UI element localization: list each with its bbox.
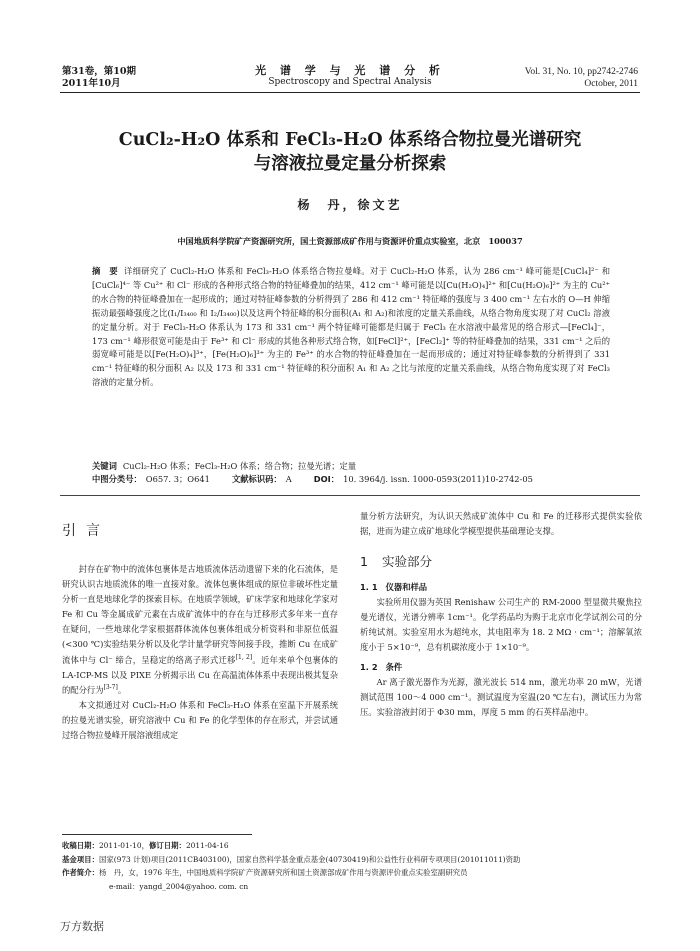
journal-name-cn: 光 谱 学 与 光 谱 分 析	[255, 64, 445, 77]
intro-p1-end: 。	[117, 684, 127, 695]
right-column	[360, 509, 642, 720]
doi-label: DOI：	[313, 474, 340, 484]
journal-issue-cn	[62, 66, 136, 90]
volume-issue-en: Vol. 31, No. 10, pp2742-2746	[524, 67, 638, 77]
journal-issue-en	[525, 66, 638, 90]
intro-paragraph-1	[62, 562, 338, 698]
keywords-label: 关键词	[92, 461, 117, 471]
fund-text: 国家(973 计划)项目(2011CB403100)，国家自然科学基金重点基金(40730419)和公益性行业科研专项项目(201011011)资助	[98, 854, 521, 864]
section-1-2-number: 1. 2	[360, 661, 378, 672]
section-1-heading	[360, 552, 642, 570]
clc-label: 中图分类号：	[92, 474, 142, 484]
intro-p1-cont: 。近年来单个包裹体的 LA-ICP-MS 以及 PIXE 分析揭示出 Cu 在高温流体体系中表现出极其复杂的配分行为	[62, 654, 338, 695]
affiliation: 中国地质科学院矿产资源研究所，国土资源部成矿作用与资源评价重点实验室，北京 100037	[177, 236, 523, 246]
date-en: October, 2011	[584, 79, 638, 89]
intro-heading: 引言	[62, 523, 110, 539]
footnote-dates	[62, 839, 642, 853]
intro-paragraph-2-cont: 量分析方法研究，为认识天然成矿流体中 Cu 和 Fe 的迁移形式提供实验依据，进而为建立成矿地球化学模型提供基础理论支撑。	[360, 511, 642, 537]
paper-title	[60, 128, 640, 176]
received-label: 收稿日期：	[62, 841, 99, 850]
section-1-1-number: 1. 1	[360, 582, 378, 593]
intro-p1-text: 封存在矿物中的流体包裹体是古地质流体活动遗留下来的化石流体，是研究认识古地质流体的唯一直接对象。流体包裹体组成的原位非破坏性定量分析一直是地球化学的探索目标。在地质学领域，矿床学家和地球化学家对 Fe 和 Cu 等金属成矿元素在古成矿流体中的存在与迁移形式多年来一直存在疑问，一些地球化学家根据群体流体包裹体组成分析资料和非原位低温(<300 ℃)实验结果分析以及化学计量学研究等间接手段，推断 Cu 在成矿流体中与 Cl⁻ 缔合，呈稳定的络离子形式迁移	[62, 564, 338, 665]
section-1-1-text: 实验所用仪器为英国 Renishaw 公司生产的 RM-2000 型显微共聚焦拉曼光谱仪，光谱分辨率 1cm⁻¹。化学药品均为购于北京市化学试剂公司的分析纯试剂。实验室用水为超纯水，其电阻率为 18. 2 MΩ · cm⁻¹；溶解氧浓度小于 5×10⁻⁹，总有机碳浓度小于 1×10⁻⁹。	[360, 597, 642, 653]
section-1-2-text: Ar 离子激光器作为光源，激光波长 514 nm，激光功率 20 mW，光谱测试范围 100～4 000 cm⁻¹。测试温度为室温(20 ℃左右)，测试压力为常压。实验溶液封闭于 Φ30 mm，厚度 5 mm 的石英样品池中。	[360, 676, 642, 717]
doc-code-label: 文献标识码：	[231, 474, 282, 484]
section-1-1-heading	[360, 580, 642, 595]
revised-label: 修订日期：	[148, 841, 186, 850]
clc-value: O657. 3；O641	[145, 474, 210, 484]
title-line-1: CuCl₂-H₂O 体系和 FeCl₃-H₂O 体系络合物拉曼光谱研究	[118, 130, 582, 150]
abstract-rule	[60, 495, 640, 496]
author-bio-text: 杨 丹，女，1976 年生，中国地质科学院矿产资源研究所和国土资源部成矿作用与资源评价重点实验室副研究员	[98, 868, 468, 877]
keywords	[92, 460, 610, 473]
intro-citation-1: [1, 2]	[235, 653, 253, 661]
section-1-number: 1	[360, 554, 368, 570]
abstract	[92, 265, 610, 390]
section-1-2-heading	[360, 660, 642, 675]
classification	[92, 473, 610, 486]
author-email: e-mail：yangd_2004@yahoo. com. cn	[109, 881, 249, 891]
revised-date: 2011-04-16	[185, 841, 229, 850]
left-column	[62, 510, 338, 743]
doc-code-value: A	[285, 474, 292, 484]
fund-label: 基金项目：	[62, 854, 99, 864]
authors: 杨 丹，徐文艺	[297, 198, 403, 212]
footnote-author	[62, 866, 642, 880]
received-date: 2011-01-10，	[98, 841, 149, 850]
abstract-text: 详细研究了 CuCl₂-H₂O 体系和 FeCl₃-H₂O 体系络合物拉曼峰。对于 CuCl₂-H₂O 体系，认为 286 cm⁻¹ 峰可能是[CuCl₄]²⁻ 和[CuCl₆]⁴⁻ 等 Cu²⁺ 和 Cl⁻ 形成的各种形式络合物的特征峰叠加的结果，412 cm⁻¹ 峰可能是以[Cu(H₂O)₄]²⁺ 和[Cu(H₂O)₆]²⁺ 为主的 Cu²⁺ 的水合物的特征峰叠加在一起形成的；通过对特征峰参数的分析得到了 286 和 412 cm⁻¹ 特征峰的强度与 3 400 cm⁻¹ 左右水的 O—H 伸缩振动最强峰强度之比(I₁/I₃₄₀₀ 和 I₂/I₃₄₀₀)以及这两个特征峰的积分面积(A₁ 和 A₂)和浓度的定量关系曲线，从络合物角度实现了对 CuCl₂ 溶液的定量分析。对于 FeCl₃-H₂O 体系认为 173 和 331 cm⁻¹ 两个特征峰可能都是归属于 FeCl₃ 在水溶液中最常见的络合形式—[FeCl₄]⁻，173 cm⁻¹ 峰形很宽可能是由于 Fe³⁺ 和 Cl⁻ 形成的其他各种形式络合物，如[FeCl]²⁺，[FeCl₂]⁺ 等的特征峰叠加的结果，331 cm⁻¹ 之后的弱宽峰可能是以[Fe(H₂O)₄]³⁺，[Fe(H₂O)₆]³⁺ 为主的 Fe³⁺ 的水合物的特征峰叠加在一起而形成的；通过对特征峰参数的分析得到了 331 cm⁻¹ 特征峰的积分面积 A₂ 以及 173 和 331 cm⁻¹ 特征峰的积分面积 A₁ 和 A₂ 之比与浓度的定量关系曲线，从络合物角度实现了对 FeCl₃ 溶液的定量分析。	[92, 266, 610, 388]
doi-value: 10. 3964/j. issn. 1000-0593(2011)10-2742-05	[343, 474, 533, 484]
watermark: 万方数据	[60, 920, 104, 933]
date-cn: 2011年10月	[62, 78, 121, 89]
footnote	[62, 839, 642, 893]
journal-name-en: Spectroscopy and Spectral Analysis	[268, 77, 432, 87]
keywords-text: CuCl₂-H₂O 体系；FeCl₃-H₂O 体系；络合物；拉曼光谱；定量	[122, 461, 357, 471]
title-line-2: 与溶液拉曼定量分析探索	[253, 154, 447, 174]
intro-paragraph-2: 本文拟通过对 CuCl₂-H₂O 体系和 FeCl₃-H₂O 体系在室温下开展系统的拉曼光谱实验，研究溶液中 Cu 和 Fe 的化学型体的存在形式，并尝试通过络合物拉曼峰开展溶液组成定	[62, 699, 338, 741]
footnote-rule	[62, 834, 252, 835]
intro-citation-2: [3-7]	[103, 683, 118, 691]
footnote-fund	[62, 853, 642, 867]
section-1-2-title: 条件	[385, 661, 403, 672]
author-bio-label: 作者简介：	[62, 868, 99, 877]
section-1-1-title: 仪器和样品	[385, 582, 428, 593]
header-rule	[60, 92, 640, 93]
section-1-title: 实验部分	[381, 554, 432, 570]
journal-name	[200, 64, 500, 88]
volume-issue-cn: 第31卷，第10期	[62, 66, 136, 77]
abstract-label: 摘 要	[92, 266, 118, 276]
